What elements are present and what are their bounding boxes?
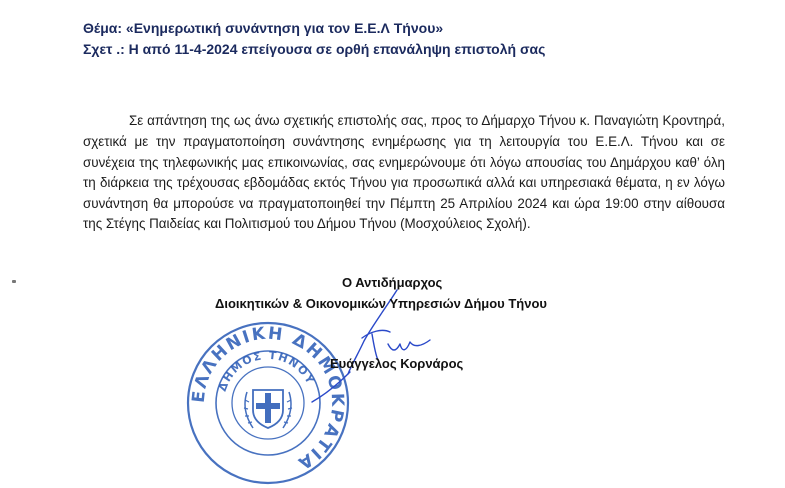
- reference-line: Σχετ .: Η από 11-4-2024 επείγουσα σε ορθή επανάληψη επιστολή σας: [83, 41, 546, 57]
- coat-of-arms-icon: [244, 390, 292, 428]
- scan-speck: [12, 280, 16, 283]
- seal-outer-text: ΕΛΛΗΝΙΚΗ ΔΗΜΟΚΡΑΤΙΑ: [188, 323, 348, 474]
- signatory-name: Ευάγγελος Κορνάρος: [330, 356, 464, 371]
- signatory-department: Διοικητικών & Οικονομικών Υπηρεσιών Δήμου Τήνου: [215, 296, 547, 311]
- seal-inner-text: ΔΗΜΟΣ ΤΗΝΟΥ: [215, 348, 318, 394]
- subject-line: Θέμα: «Ενημερωτική συνάντηση για τον Ε.Ε.Λ Τήνου»: [83, 20, 444, 36]
- body-paragraph: Σε απάντηση της ως άνω σχετικής επιστολής σας, προς το Δήμαρχο Τήνου κ. Παναγιώτη Κροντηρά, σχετικά με την πραγματοποίηση συνάντησης ενημέρωσης για τη λειτουργία του Ε.Ε.Λ. Τήνου και σε συνέχεια της τηλεφωνικής μας επικοινωνίας, σας ενημερώνουμε ότι λόγω απουσίας του Δημάρχου καθ’ όλη τη διάρκεια της τρέχουσας εβδομάδας εκτός Τήνου για προσωπικά αλλά και υπηρεσιακά θέματα, η εν λόγω συνάντηση θα μπορούσε να πραγματοποιηθεί την Πέμπτη 25 Απριλίου 2024 και ώρα 19:00 στην αίθουσα της Στέγης Παιδείας και Πολιτισμού του Δήμου Τήνου (Μοσχούλειος Σχολή).: [83, 113, 725, 232]
- signatory-title: Ο Αντιδήμαρχος: [342, 275, 443, 290]
